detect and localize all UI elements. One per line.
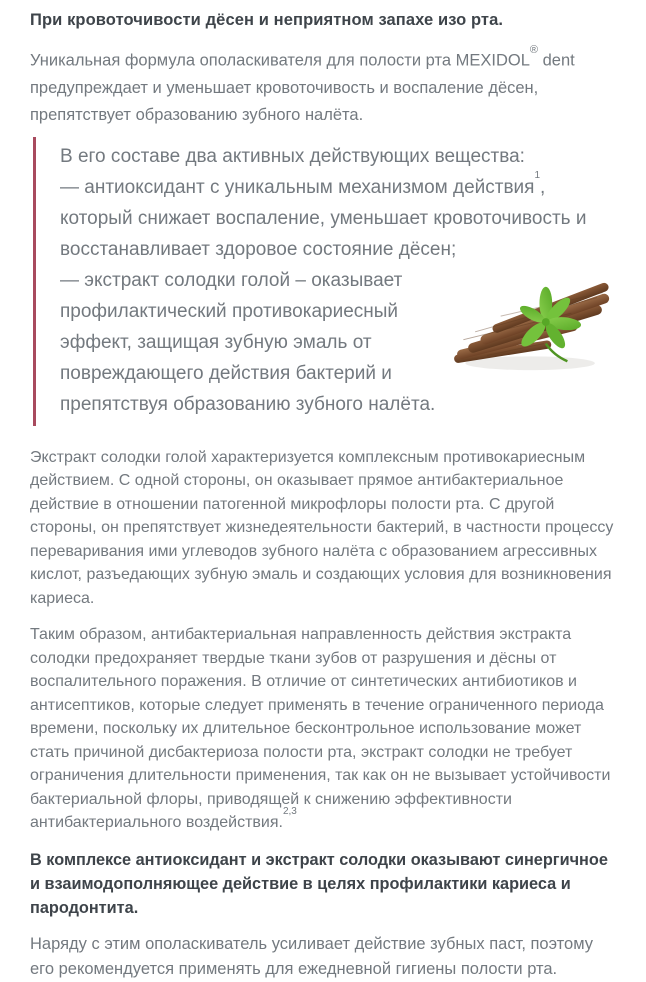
quote-item-antioxidant <box>60 172 620 265</box>
antioxidant-text-continued: , который снижает воспаление, уменьшает кровоточивость и восстанавливает здоровое состояние дёсен; <box>60 176 587 260</box>
intro-text-after-brand: dent предупреждает и уменьшает кровоточивость и воспаление дёсен, препятствует образованию зубного налёта. <box>30 51 575 124</box>
highlight-blockquote <box>33 137 620 426</box>
paragraph-extract: Экстракт солодки голой характеризуется комплексным противокариесным действием. С одной стороны, он оказывает прямое антибактериальное действие в отношении патогенной микрофлоры полости рта. С другой стороны, он препятствует жизнедеятельности бактерий, в частности процессу переваривания ими углеводов зубного налёта с образованием агрессивных кислот, разъедающих зубную эмаль и создающих условия для возникновения кариеса. <box>30 448 614 607</box>
paragraph-antibacterial <box>30 623 620 835</box>
quote-item-licorice <box>60 265 620 420</box>
quote-intro-line <box>60 141 620 172</box>
article-heading: При кровоточивости дёсен и неприятном запахе изо рта. <box>30 11 504 29</box>
licorice-sticks <box>454 281 611 363</box>
licorice-roots-illustration <box>452 271 620 375</box>
paragraph-daily-use: Наряду с этим ополаскиватель усиливает действие зубных паст, поэтому его рекомендуется применять для ежедневной гигиены полости рта. <box>30 934 593 978</box>
licorice-item-text: — экстракт солодки голой – оказывает профилактический противокариесный эффект, защищая зубную эмаль от повреждающего действия бактерий и препятствуя образованию зубного налёта. <box>60 269 436 415</box>
antioxidant-text: — антиоксидант с уникальным механизмом действия <box>60 176 535 198</box>
intro-text-before-brand: Уникальная формула ополаскивателя для полости рта <box>30 51 456 70</box>
footnote-marker-2-3: 2,3 <box>282 805 297 817</box>
registered-trademark-mark: ® <box>529 44 539 56</box>
quote-intro-text: В его составе два активных действующих вещества: <box>60 145 525 167</box>
brand-name: MEXIDOL <box>455 51 530 70</box>
footnote-marker-1: 1 <box>534 170 541 182</box>
paragraph-synergy-bold: В комплексе антиоксидант и экстракт солодки оказывают синергичное и взаимодополняющее действие в целях профилактики кариеса и пародонтита. <box>30 850 608 917</box>
intro-paragraph <box>30 43 620 129</box>
licorice-image <box>452 271 620 375</box>
antibacterial-text: Таким образом, антибактериальная направленность действия экстракта солодки предохраняет твердые ткани зубов от разрушения и дёсны от воспалительного поражения. В отличие от синтетических антибиотиков и антисептиков, которые следует применять в течение ограниченного периода времени, поскольку их длительное бесконтрольное использование может стать причиной дисбактериоза полости рта, экстракт солодки не требует ограничения длительности применения, так как он не вызывает устойчивости бактериальной флоры, приводящей к снижению эффективности антибактериального воздействия. <box>30 626 611 831</box>
